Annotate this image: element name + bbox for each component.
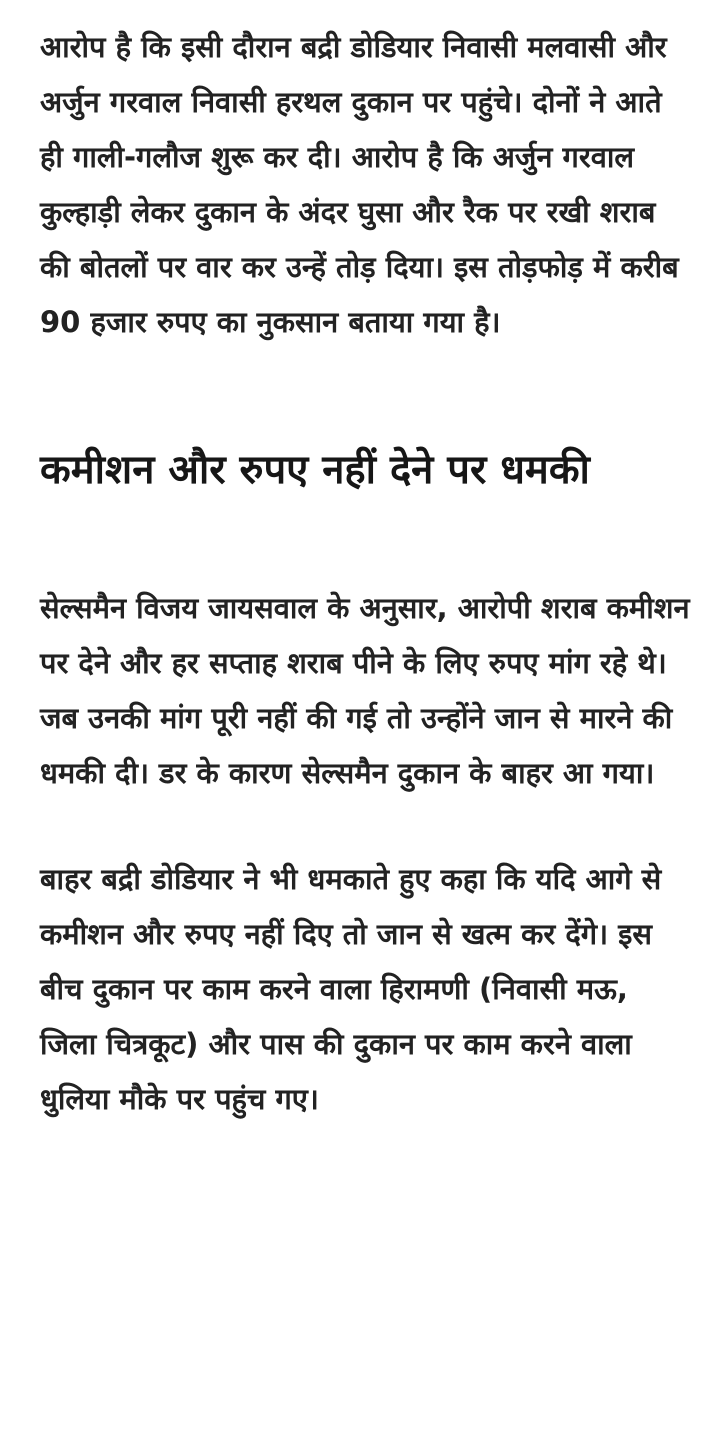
article-paragraph: सेल्समैन विजय जायसवाल के अनुसार, आरोपी शराब कमीशन पर देने और हर सप्ताह शराब पीने के लिए रुपए मांग रहे थे। जब उनकी मांग पूरी नहीं की गई तो उन्होंने जान से मारने की धमकी दी। डर के कारण सेल्समैन दुकान के बाहर आ गया।	[40, 591, 690, 790]
article-paragraph: आरोप है कि इसी दौरान बद्री डोडियार निवासी मलवासी और अर्जुन गरवाल निवासी हरथल दुकान पर पहुंचे। दोनों ने आते ही गाली-गलौज शुरू कर दी। आरोप है कि अर्जुन गरवाल कुल्हाड़ी लेकर दुकान के अंदर घुसा और रैक पर रखी शराब की बोतलों पर वार कर उन्हें तोड़ दिया। इस तोड़फोड़ में करीब 90 हजार रुपए का नुकसान बताया गया है।	[40, 30, 679, 339]
article-paragraph: बाहर बद्री डोडियार ने भी धमकाते हुए कहा कि यदि आगे से कमीशन और रुपए नहीं दिए तो जान से खत्म कर देंगे। इस बीच दुकान पर काम करने वाला हिरामणी (निवासी मऊ, जिला चित्रकूट) और पास की दुकान पर काम करने वाला धुलिया मौके पर पहुंच गए।	[40, 862, 662, 1116]
section-heading: कमीशन और रुपए नहीं देने पर धमकी	[40, 447, 590, 493]
article-body	[40, 20, 690, 1127]
